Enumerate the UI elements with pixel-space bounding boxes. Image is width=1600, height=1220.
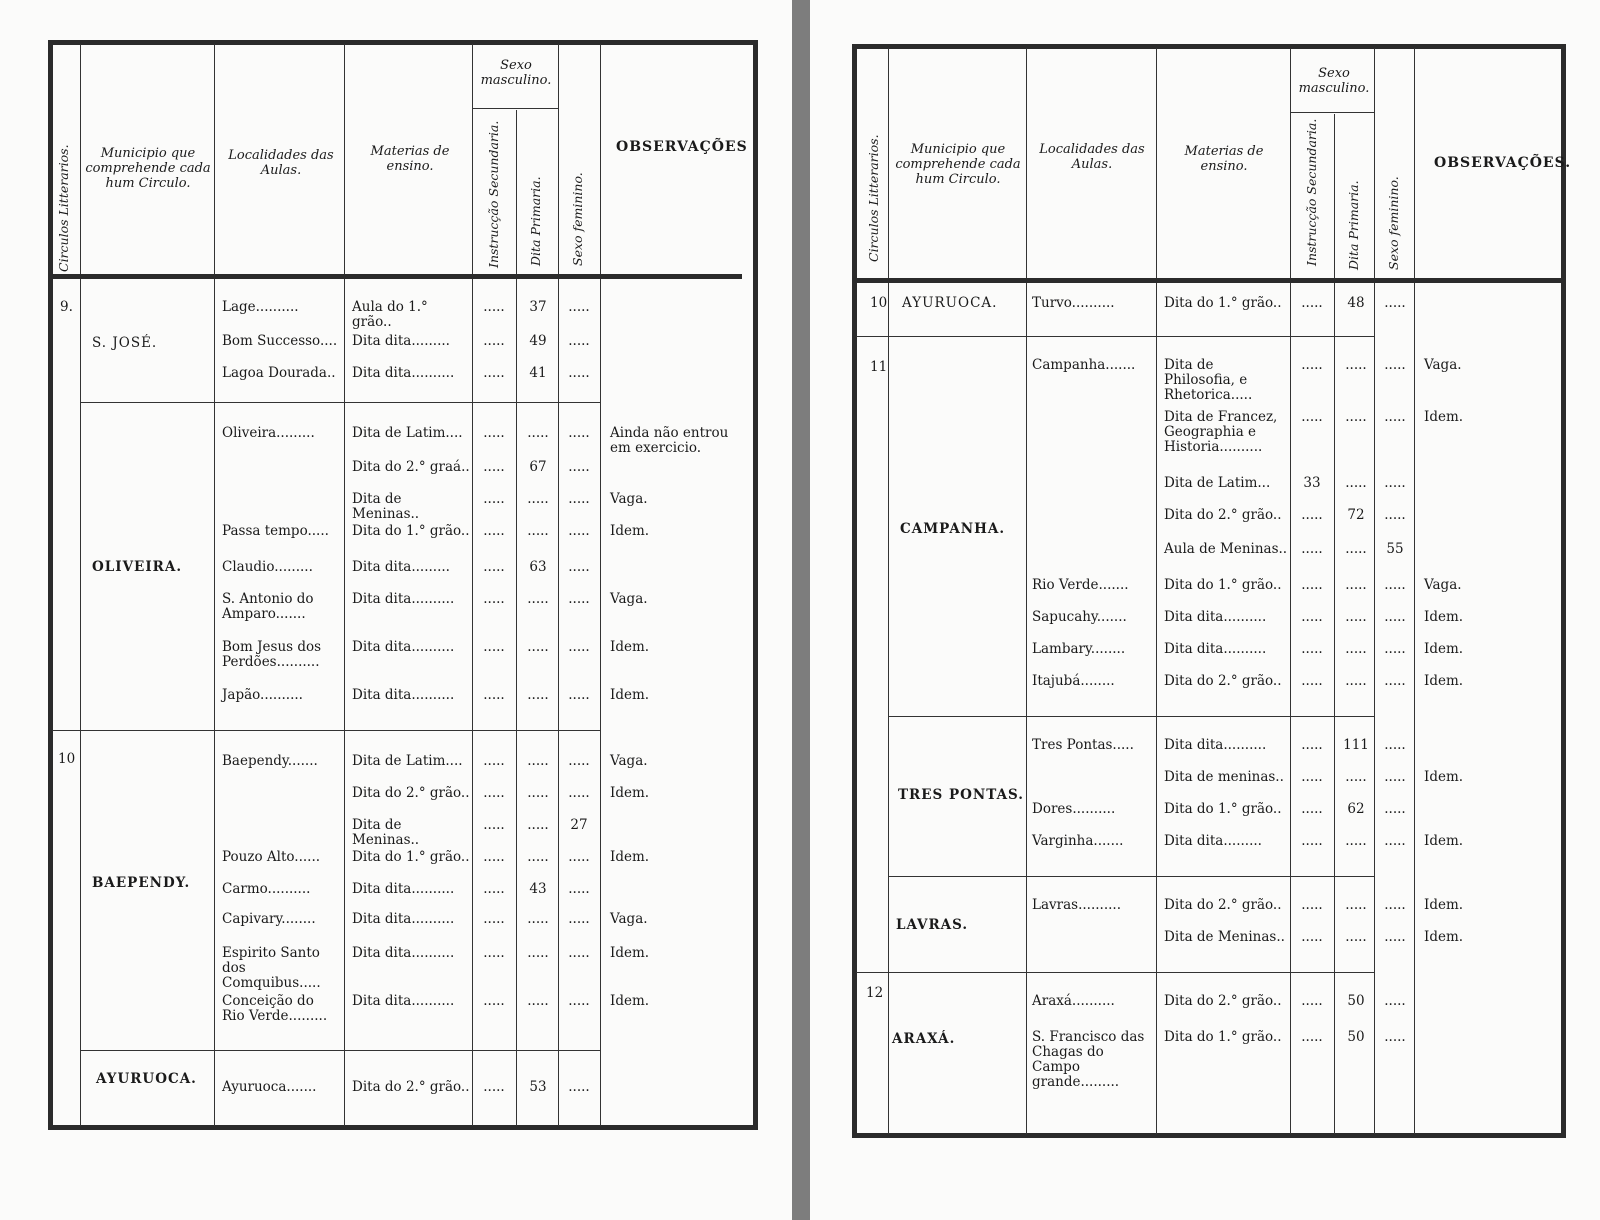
cell-pri: 50	[1347, 1029, 1365, 1045]
cell-pri: .....	[1345, 929, 1367, 945]
cell-fem: .....	[1384, 475, 1406, 491]
cell-mat: Dita dita.........	[352, 333, 450, 349]
cell-mat: Dita dita.........	[1164, 833, 1262, 849]
cell-mat: Aula de Meninas..	[1164, 541, 1288, 557]
cell-sec: .....	[1301, 833, 1323, 849]
cell-fem: .....	[568, 753, 590, 769]
cell-mat: Dita do 2.° grão..	[1164, 897, 1282, 913]
cell-obs: Idem.	[1424, 409, 1464, 425]
cell-loc: Tres Pontas.....	[1032, 737, 1134, 753]
cell-fem: .....	[1384, 801, 1406, 817]
cell-obs: Vaga.	[610, 591, 648, 607]
sub-header-rule	[1290, 112, 1374, 113]
cell-fem: .....	[568, 333, 590, 349]
cell-pri: .....	[527, 817, 549, 833]
cell-mat: Dita de Latim....	[352, 753, 463, 769]
cell-mat: Dita de Meninas..	[352, 491, 420, 522]
group-separator	[888, 716, 1374, 717]
cell-sec: .....	[483, 559, 505, 575]
cell-sec: .....	[483, 299, 505, 315]
left-table-frame	[48, 40, 758, 1130]
cell-pri: .....	[1345, 475, 1367, 491]
cell-fem: .....	[1384, 357, 1406, 373]
col-divider	[472, 44, 473, 1126]
cell-obs: Idem.	[610, 687, 650, 703]
cell-loc: Itajubá........	[1032, 673, 1115, 689]
cell-pri: 37	[529, 299, 547, 315]
cell-mat: Dita do 2.° graá..	[352, 459, 470, 475]
header-observacoes: OBSERVAÇÕES.	[1434, 155, 1572, 171]
cell-pri: .....	[527, 523, 549, 539]
circulo-number: 12	[866, 985, 884, 1001]
cell-fem: .....	[568, 523, 590, 539]
cell-sec: .....	[483, 911, 505, 927]
cell-mat: Dita do 2.° grão..	[352, 1079, 470, 1095]
cell-mat: Dita dita..........	[1164, 641, 1267, 657]
header-municipio: Municipio que comprehende cada hum Circulo.	[895, 142, 1021, 187]
cell-mat: Dita do 1.° grão..	[352, 523, 470, 539]
cell-loc: Conceição do Rio Verde.........	[222, 993, 328, 1024]
cell-sec: .....	[483, 753, 505, 769]
cell-pri: .....	[1345, 541, 1367, 557]
cell-mat: Dita do 1.° grão..	[1164, 801, 1282, 817]
cell-sec: .....	[1301, 673, 1323, 689]
cell-loc: Rio Verde.......	[1032, 577, 1129, 593]
cell-loc: Espirito Santo dos Comquibus.....	[222, 945, 321, 991]
cell-pri: .....	[1345, 897, 1367, 913]
cell-pri: .....	[527, 639, 549, 655]
header-localidades: Localidades das Aulas.	[228, 148, 334, 178]
cell-fem: .....	[568, 299, 590, 315]
cell-sec: .....	[1301, 737, 1323, 753]
cell-pri: .....	[527, 945, 549, 961]
cell-obs: Vaga.	[610, 911, 648, 927]
cell-fem: .....	[1384, 737, 1406, 753]
cell-sec: .....	[483, 945, 505, 961]
cell-sec: .....	[483, 785, 505, 801]
cell-obs: Vaga.	[1424, 357, 1462, 373]
cell-mat: Dita do 2.° grão..	[1164, 673, 1282, 689]
cell-mat: Dita do 2.° grão..	[1164, 993, 1282, 1009]
cell-loc: Lage..........	[222, 299, 299, 315]
header-circulos: Circulos Litterarios.	[56, 144, 71, 272]
cell-pri: .....	[1345, 409, 1367, 425]
circulo-number: 10	[58, 751, 76, 767]
header-rule	[52, 274, 742, 279]
cell-pri: .....	[527, 911, 549, 927]
cell-mat: Dita dita..........	[352, 687, 455, 703]
municipio-name: BAEPENDY.	[92, 875, 191, 891]
cell-obs: Vaga.	[610, 491, 648, 507]
cell-fem: .....	[1384, 295, 1406, 311]
cell-fem: .....	[1384, 507, 1406, 523]
cell-pri: 43	[529, 881, 547, 897]
cell-sec: .....	[483, 817, 505, 833]
cell-pri: .....	[1345, 673, 1367, 689]
cell-loc: Campanha.......	[1032, 357, 1136, 373]
municipio-name: ARAXÁ.	[892, 1031, 956, 1047]
cell-sec: .....	[1301, 897, 1323, 913]
cell-mat: Dita do 1.° grão..	[1164, 577, 1282, 593]
cell-fem: .....	[568, 687, 590, 703]
cell-pri: 41	[529, 365, 547, 381]
cell-obs: Idem.	[1424, 769, 1464, 785]
municipio-name: CAMPANHA.	[900, 521, 1006, 537]
cell-pri: 48	[1347, 295, 1365, 311]
cell-pri: .....	[1345, 641, 1367, 657]
cell-loc: Sapucahy.......	[1032, 609, 1127, 625]
circulo-number: 11	[870, 359, 888, 375]
cell-obs: Idem.	[1424, 929, 1464, 945]
cell-sec: .....	[1301, 929, 1323, 945]
cell-loc: Lavras..........	[1032, 897, 1121, 913]
cell-fem: 55	[1386, 541, 1404, 557]
cell-loc: Bom Successo....	[222, 333, 338, 349]
cell-loc: Lagoa Dourada..	[222, 365, 336, 381]
cell-fem: .....	[568, 1079, 590, 1095]
header-sexo-fem: Sexo feminino.	[570, 172, 585, 266]
cell-pri: 111	[1343, 737, 1369, 753]
group-separator	[856, 336, 1374, 337]
cell-pri: .....	[527, 491, 549, 507]
cell-obs: Idem.	[610, 639, 650, 655]
cell-loc: S. Francisco das Chagas do Campo grande.........	[1032, 1029, 1145, 1090]
cell-sec: .....	[1301, 409, 1323, 425]
cell-obs: Vaga.	[1424, 577, 1462, 593]
cell-mat: Dita de Latim...	[1164, 475, 1271, 491]
header-materias: Materias de ensino.	[370, 144, 450, 174]
group-separator	[80, 402, 600, 403]
cell-fem: .....	[568, 559, 590, 575]
cell-mat: Dita do 1.° grão..	[1164, 1029, 1282, 1045]
cell-loc: Bom Jesus dos Perdões..........	[222, 639, 322, 670]
header-sexo-masc: Sexo masculino.	[1298, 66, 1370, 96]
cell-sec: .....	[1301, 801, 1323, 817]
cell-pri: 72	[1347, 507, 1365, 523]
cell-mat: Dita dita..........	[352, 945, 455, 961]
cell-sec: .....	[1301, 641, 1323, 657]
cell-sec: .....	[483, 425, 505, 441]
cell-pri: 62	[1347, 801, 1365, 817]
group-separator	[52, 730, 600, 731]
cell-fem: .....	[568, 591, 590, 607]
cell-fem: .....	[568, 911, 590, 927]
cell-loc: Capivary........	[222, 911, 316, 927]
cell-mat: Dita dita..........	[352, 881, 455, 897]
cell-sec: 33	[1303, 475, 1321, 491]
header-instrucao-sec: Instrucção Secundaria.	[1304, 118, 1319, 266]
cell-fem: .....	[568, 425, 590, 441]
cell-pri: .....	[527, 785, 549, 801]
book-fold	[792, 0, 810, 1220]
cell-mat: Dita de Philosofia, e Rhetorica.....	[1164, 357, 1253, 403]
col-divider	[80, 44, 81, 1126]
cell-obs: Vaga.	[610, 753, 648, 769]
header-circulos: Circulos Litterarios.	[866, 134, 881, 262]
group-separator	[888, 876, 1374, 877]
cell-sec: .....	[1301, 541, 1323, 557]
cell-mat: Dita do 1.° grão..	[1164, 295, 1282, 311]
cell-sec: .....	[483, 459, 505, 475]
circulo-number: 9.	[60, 299, 73, 315]
cell-fem: .....	[1384, 929, 1406, 945]
cell-sec: .....	[1301, 357, 1323, 373]
cell-fem: .....	[1384, 993, 1406, 1009]
cell-sec: .....	[483, 1079, 505, 1095]
col-divider	[1334, 114, 1335, 1134]
cell-pri: .....	[1345, 357, 1367, 373]
cell-mat: Dita dita..........	[352, 993, 455, 1009]
cell-mat: Dita de Meninas..	[1164, 929, 1285, 945]
cell-fem: .....	[568, 849, 590, 865]
cell-loc: Passa tempo.....	[222, 523, 329, 539]
municipio-name: LAVRAS.	[896, 917, 969, 933]
cell-mat: Dita dita.........	[352, 559, 450, 575]
cell-pri: .....	[527, 591, 549, 607]
cell-mat: Dita do 1.° grão..	[352, 849, 470, 865]
municipio-name: S. JOSÉ.	[92, 335, 158, 351]
cell-obs: Idem.	[610, 523, 650, 539]
cell-mat: Dita dita..........	[1164, 737, 1267, 753]
cell-sec: .....	[483, 523, 505, 539]
cell-mat: Dita dita..........	[352, 911, 455, 927]
cell-loc: Pouzo Alto......	[222, 849, 321, 865]
cell-pri: .....	[527, 849, 549, 865]
cell-loc: S. Antonio do Amparo.......	[222, 591, 314, 622]
cell-sec: .....	[483, 993, 505, 1009]
header-municipio: Municipio que comprehende cada hum Circulo.	[85, 146, 211, 191]
cell-sec: .....	[483, 881, 505, 897]
cell-fem: .....	[1384, 577, 1406, 593]
group-separator	[80, 1050, 600, 1051]
cell-mat: Dita dita..........	[352, 365, 455, 381]
cell-loc: Araxá..........	[1032, 993, 1115, 1009]
cell-pri: 49	[529, 333, 547, 349]
cell-sec: .....	[483, 639, 505, 655]
cell-fem: .....	[568, 945, 590, 961]
cell-fem: .....	[568, 491, 590, 507]
municipio-name: AYURUOCA.	[96, 1071, 197, 1087]
cell-mat: Dita dita..........	[352, 639, 455, 655]
col-divider	[600, 44, 601, 1126]
group-separator	[856, 972, 1374, 973]
cell-fem: .....	[1384, 1029, 1406, 1045]
cell-mat: Dita dita..........	[1164, 609, 1267, 625]
cell-pri: 50	[1347, 993, 1365, 1009]
col-divider	[214, 44, 215, 1126]
cell-obs: Idem.	[610, 993, 650, 1009]
cell-pri: .....	[527, 687, 549, 703]
cell-sec: .....	[483, 687, 505, 703]
cell-obs: Idem.	[610, 945, 650, 961]
cell-pri: .....	[527, 425, 549, 441]
cell-obs: Idem.	[1424, 897, 1464, 913]
cell-fem: .....	[1384, 409, 1406, 425]
cell-mat: Dita de meninas..	[1164, 769, 1284, 785]
header-sexo-fem: Sexo feminino.	[1386, 176, 1401, 270]
cell-fem: .....	[1384, 897, 1406, 913]
cell-fem: .....	[1384, 609, 1406, 625]
cell-mat: Dita de Meninas..	[352, 817, 420, 848]
header-dita-primaria: Dita Primaria.	[1346, 180, 1361, 270]
circulo-number: 10	[870, 295, 888, 311]
cell-fem: .....	[1384, 673, 1406, 689]
cell-fem: .....	[568, 639, 590, 655]
cell-fem: .....	[1384, 641, 1406, 657]
header-rule	[856, 278, 1562, 283]
cell-pri: .....	[1345, 577, 1367, 593]
cell-obs: Idem.	[610, 785, 650, 801]
cell-loc: Baependy.......	[222, 753, 318, 769]
cell-fem: .....	[568, 881, 590, 897]
cell-obs: Idem.	[1424, 833, 1464, 849]
cell-mat: Dita de Latim....	[352, 425, 463, 441]
header-localidades: Localidades das Aulas.	[1039, 142, 1145, 172]
municipio-name: TRES PONTAS.	[898, 787, 1025, 803]
header-dita-primaria: Dita Primaria.	[528, 176, 543, 266]
cell-obs: Idem.	[1424, 673, 1464, 689]
col-divider	[558, 44, 559, 1126]
cell-fem: 27	[570, 817, 588, 833]
cell-mat: Dita dita..........	[352, 591, 455, 607]
municipio-name: AYURUOCA.	[902, 295, 998, 311]
cell-loc: Varginha.......	[1032, 833, 1124, 849]
cell-sec: .....	[1301, 609, 1323, 625]
cell-obs: Idem.	[1424, 609, 1464, 625]
cell-sec: .....	[483, 333, 505, 349]
cell-obs: Ainda não entrou em exercicio.	[610, 425, 729, 456]
cell-pri: .....	[527, 993, 549, 1009]
header-sexo-masc: Sexo masculino.	[480, 58, 552, 88]
col-divider	[344, 44, 345, 1126]
cell-loc: Ayuruoca.......	[222, 1079, 317, 1095]
cell-loc: Dores..........	[1032, 801, 1116, 817]
cell-pri: .....	[1345, 833, 1367, 849]
cell-sec: .....	[483, 365, 505, 381]
cell-loc: Claudio.........	[222, 559, 313, 575]
col-divider	[516, 110, 517, 1126]
cell-sec: .....	[1301, 1029, 1323, 1045]
cell-loc: Oliveira.........	[222, 425, 315, 441]
cell-pri: 67	[529, 459, 547, 475]
municipio-name: OLIVEIRA.	[92, 559, 183, 575]
cell-mat: Dita do 2.° grão..	[352, 785, 470, 801]
cell-fem: .....	[568, 785, 590, 801]
cell-fem: .....	[568, 459, 590, 475]
cell-sec: .....	[1301, 295, 1323, 311]
cell-mat: Aula do 1.° grão..	[352, 299, 428, 330]
cell-sec: .....	[483, 491, 505, 507]
header-instrucao-sec: Instrucção Secundaria.	[486, 120, 501, 268]
cell-sec: .....	[1301, 507, 1323, 523]
cell-fem: .....	[1384, 769, 1406, 785]
cell-mat: Dita de Francez, Geographia e Historia..........	[1164, 409, 1278, 455]
cell-fem: .....	[1384, 833, 1406, 849]
cell-pri: .....	[1345, 609, 1367, 625]
cell-loc: Carmo..........	[222, 881, 311, 897]
cell-sec: .....	[1301, 993, 1323, 1009]
cell-obs: Idem.	[1424, 641, 1464, 657]
cell-sec: .....	[1301, 769, 1323, 785]
cell-loc: Turvo..........	[1032, 295, 1115, 311]
cell-pri: .....	[527, 753, 549, 769]
cell-obs: Idem.	[610, 849, 650, 865]
cell-sec: .....	[1301, 577, 1323, 593]
col-divider	[1414, 48, 1415, 1134]
cell-pri: .....	[1345, 769, 1367, 785]
cell-sec: .....	[483, 591, 505, 607]
cell-pri: 53	[529, 1079, 547, 1095]
cell-loc: Lambary........	[1032, 641, 1126, 657]
header-materias: Materias de ensino.	[1184, 144, 1264, 174]
cell-fem: .....	[568, 365, 590, 381]
cell-pri: 63	[529, 559, 547, 575]
cell-sec: .....	[483, 849, 505, 865]
cell-loc: Japão..........	[222, 687, 303, 703]
header-observacoes: OBSERVAÇÕES	[616, 139, 748, 155]
cell-fem: .....	[568, 993, 590, 1009]
sub-header-rule	[472, 108, 558, 109]
cell-mat: Dita do 2.° grão..	[1164, 507, 1282, 523]
